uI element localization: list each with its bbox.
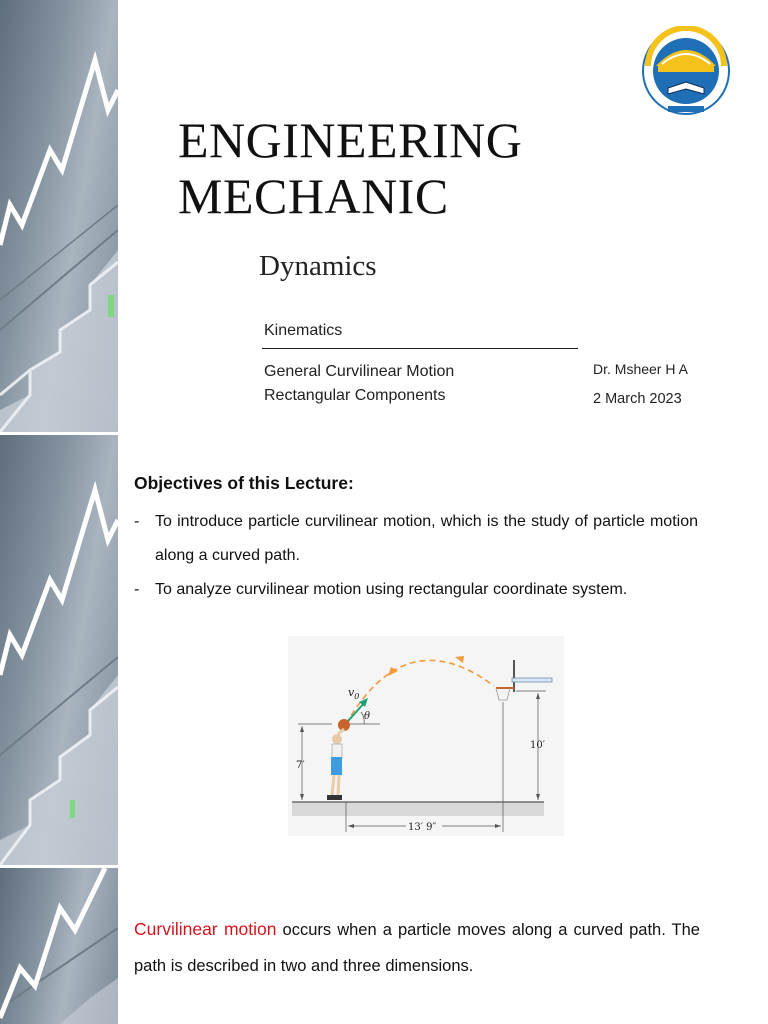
height-label: 7′ [296,760,305,771]
theta-label: θ [364,711,371,722]
section-line-1: General Curvilinear Motion [264,363,455,380]
objectives-heading: Objectives of this Lecture: [134,473,354,493]
decorative-strip-top [0,0,118,432]
slide-title [178,112,522,224]
lecture-date: 2 March 2023 [593,391,682,407]
bullet-dash: - [134,581,140,598]
v0-label: $v_0$ [348,686,360,701]
decorative-strip-bottom [0,868,118,1024]
definition-paragraph [134,911,700,984]
topic-label: Kinematics [264,322,343,339]
section-line-2: Rectangular Components [264,387,446,404]
basketball-diagram [288,636,564,836]
objective-text: To analyze curvilinear motion using rectangular coordinate system. [155,581,628,598]
definition-term: Curvilinear motion [134,919,277,939]
author-name: Dr. Msheer H A [593,361,688,377]
decorative-strip-middle [0,435,118,865]
definition-text: occurs when a particle moves along a curved path. The path is described in two and three dimensions. [134,921,700,975]
section-title [264,360,454,408]
university-logo [638,26,734,116]
title-line-2: MECHANIC [178,168,449,224]
distance-label: 13′ 9″ [408,822,437,833]
objective-text: To introduce particle curvilinear motion, which is the study of particle motion along a curved path. [155,513,698,564]
list-item [134,505,698,573]
list-item [134,573,698,607]
divider-line [262,348,578,349]
slide-subtitle: Dynamics [259,250,377,282]
objectives-list [134,505,698,607]
bullet-dash: - [134,513,140,530]
title-line-1: ENGINEERING [178,112,523,168]
hoop-height-label: 10′ [530,740,545,751]
projectile-figure [288,636,564,836]
